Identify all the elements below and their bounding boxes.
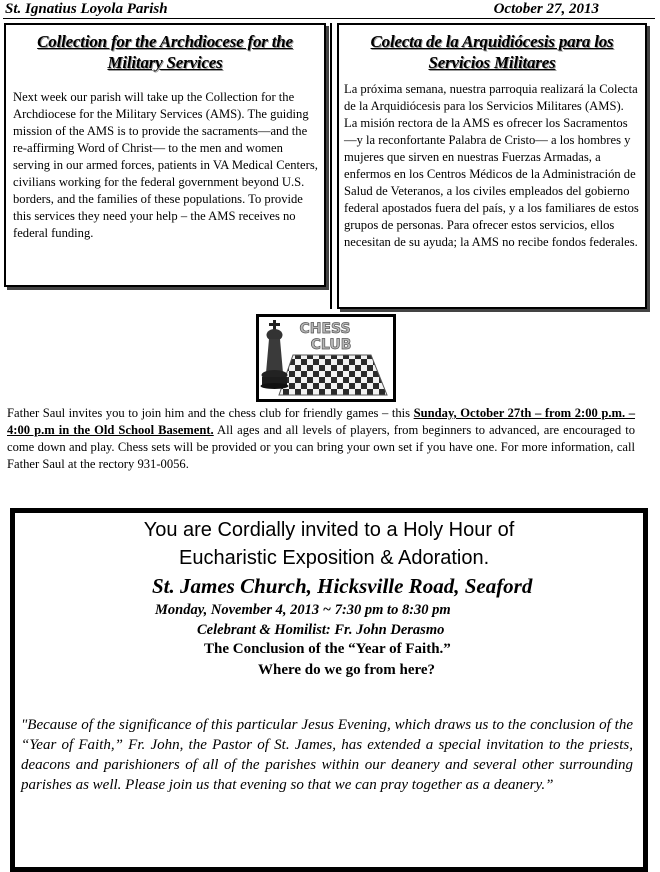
chess-logo-line1: CHESS <box>299 321 351 337</box>
holy-hour-invitation-box <box>10 508 648 872</box>
chess-club-logo <box>256 314 396 402</box>
chess-datetime-highlight: Sunday, October 27th – from 2:00 p.m. – 4:00 p.m in the Old School Basement. <box>7 406 635 437</box>
invitation-line-2: Eucharistic Exposition & Adoration. <box>179 547 490 569</box>
bulletin-header <box>3 0 655 19</box>
ams-spanish-title: Colecta de la Arquidiócesis para los Servicios Militares <box>370 32 614 72</box>
ams-spanish-body: La próxima semana, nuestra parroquia realizará la Colecta de la Arquidiócesis para los Servicios Militares (AMS). La misión rectora de la AMS es ofrecer los Sacramentos —y la reconfortante Palabra de Cristo— a los hombres y mujeres que sirven en nuestras Fuerzas Armadas, a enfermos en los Centros Médicos de la Administración de Salud de Veteranos, a los civiles empleados del gobierno federal apostados fuera del país, y a los familiares de estos grupos de personas. Para ofrecer estos servicios, ellos necesitan de su ayuda; la AMS no recibe fondos federales. <box>344 82 639 249</box>
chess-board-icon <box>259 317 393 399</box>
ams-collection-spanish-box <box>337 23 647 309</box>
invitation-celebrant: Celebrant & Homilist: Fr. John Derasmo <box>197 622 445 638</box>
ams-collection-english-box <box>4 23 326 287</box>
ams-english-title: Collection for the Archdiocese for the Military Services <box>37 32 293 72</box>
invitation-question: Where do we go from here? <box>258 662 436 678</box>
invitation-datetime: Monday, November 4, 2013 ~ 7:30 pm to 8:30 pm <box>155 602 451 618</box>
king-piece-icon <box>261 320 289 389</box>
invitation-location: St. James Church, Hicksville Road, Seaford <box>152 574 533 598</box>
invitation-quote: "Because of the significance of this particular Jesus Evening, which draws us to the conclusion of the “Year of Faith,” Fr. John, the Pastor of St. James, has extended a special invitation to the priests, deacons and parishioners of all of the parishes within our deanery and several other surrounding parishes as well. Please join us that evening so that we can pray together as a deanery.” <box>21 717 633 793</box>
bulletin-date: October 27, 2013 <box>493 1 599 17</box>
chess-logo-line2: CLUB <box>310 337 352 353</box>
column-divider <box>330 23 332 309</box>
chess-details: All ages and all levels of players, from beginners to advanced, are encouraged to come down and play. Chess sets will be provided or you can bring your own set if you have one. For more information, call Father Saul at the rectory 931-0056. <box>7 423 635 471</box>
invitation-line-1: You are Cordially invited to a Holy Hour of <box>143 519 515 541</box>
parish-name: St. Ignatius Loyola Parish <box>5 1 168 17</box>
chess-intro: Father Saul invites you to join him and the chess club for friendly games – this <box>7 406 414 420</box>
chess-club-announcement <box>7 405 635 473</box>
invitation-theme: The Conclusion of the “Year of Faith.” <box>204 641 451 657</box>
ams-english-body: Next week our parish will take up the Collection for the Archdiocese for the Military Services (AMS). The guiding mission of the AMS is to provide the sacraments—and the re-affirming Word of Christ— to the men and women serving in our armed forces, patients in VA Medical Centers, civilians working for the federal government beyond U.S. borders, and the families of these populations. To provide this services they need your help – the AMS receives no federal funding. <box>13 90 318 240</box>
